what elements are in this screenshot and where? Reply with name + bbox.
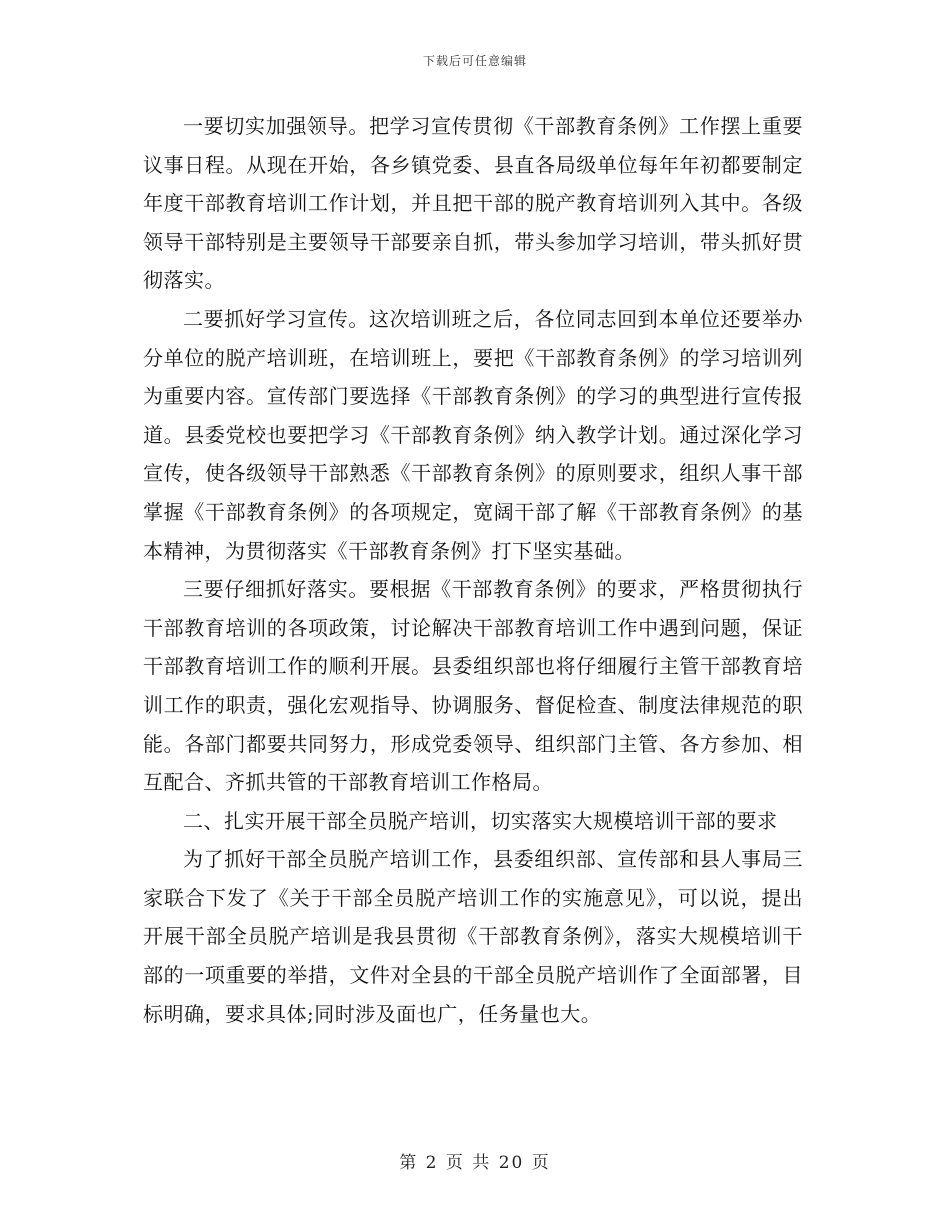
document-body <box>143 107 803 1033</box>
paragraph-publicity: 二要抓好学习宣传。这次培训班之后，各位同志回到本单位还要举办分单位的脱产培训班，在培训班上，要把《干部教育条例》的学习培训列为重要内容。宣传部门要选择《干部教育条例》的学习的典型进行宣传报道。县委党校也要把学习《干部教育条例》纳入教学计划。通过深化学习宣传，使各级领导干部熟悉《干部教育条例》的原则要求，组织人事干部掌握《干部教育条例》的各项规定，宽阔干部了解《干部教育条例》的基本精神，为贯彻落实《干部教育条例》打下坚实基础。 <box>143 306 803 563</box>
page-number-footer: 第 2 页 共 20 页 <box>399 1153 551 1173</box>
section-heading: 二、扎实开展干部全员脱产培训，切实落实大规模培训干部的要求 <box>183 808 778 833</box>
paragraph-leadership: 一要切实加强领导。把学习宣传贯彻《干部教育条例》工作摆上重要议事日程。从现在开始，各乡镇党委、县直各局级单位每年年初都要制定年度干部教育培训工作计划，并且把干部的脱产教育培训列入其中。各级领导干部特别是主要领导干部要亲自抓，带头参加学习培训，带头抓好贯彻落实。 <box>143 114 803 293</box>
paragraph-training: 为了抓好干部全员脱产培训工作，县委组织部、宣传部和县人事局三家联合下发了《关于干部全员脱产培训工作的实施意见》，可以说，提出开展干部全员脱产培训是我县贯彻《干部教育条例》，落实大规模培训干部的一项重要的举措，文件对全县的干部全员脱产培训作了全面部署，目标明确，要求具体;同时涉及面也广，任务量也大。 <box>143 847 803 1026</box>
paragraph-implementation: 三要仔细抓好落实。要根据《干部教育条例》的要求，严格贯彻执行干部教育培训的各项政策，讨论解决干部教育培训工作中遇到问题，保证干部教育培训工作的顺利开展。县委组织部也将仔细履行主管干部教育培训工作的职责，强化宏观指导、协调服务、督促检查、制度法律规范的职能。各部门都要共同努力，形成党委领导、组织部门主管、各方参加、相互配合、齐抓共管的干部教育培训工作格局。 <box>143 577 803 795</box>
page-header: 下载后可任意编辑 <box>422 54 527 68</box>
